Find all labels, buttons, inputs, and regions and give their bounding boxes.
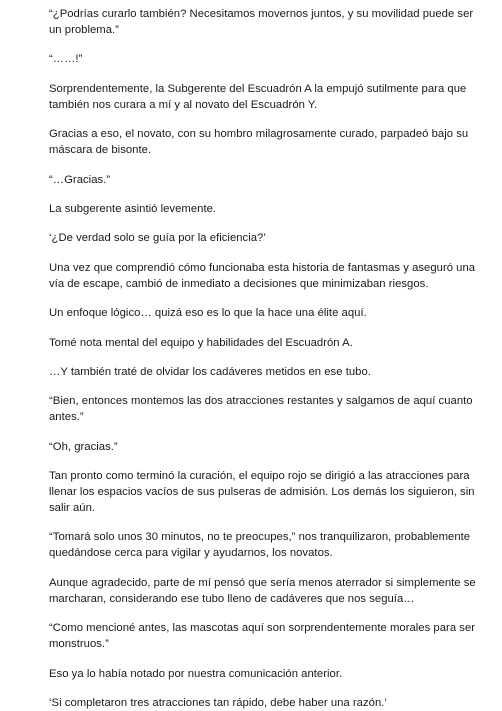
paragraph-16: Aunque agradecido, parte de mí pensó que sería menos aterrador si simplemente se marcharan, considerando ese tubo lleno de cadáveres que nos seguía… xyxy=(49,576,476,605)
paragraph-11: …Y también traté de olvidar los cadáveres metidos en ese tubo. xyxy=(49,365,371,378)
paragraph-7: ‘¿De verdad solo se guía por la eficiencia?’ xyxy=(49,232,266,245)
paragraph-13: “Oh, gracias.” xyxy=(49,440,118,453)
paragraph-6: La subgerente asintió levemente. xyxy=(49,202,217,215)
paragraph-5: “…Gracias.” xyxy=(49,173,111,186)
paragraph-8: Una vez que comprendió cómo funcionaba esta historia de fantasmas y aseguró una vía de escape, cambió de inmediato a decisiones que minimizaban riesgos. xyxy=(49,261,476,290)
paragraph-3: Sorprendentemente, la Subgerente del Escuadrón A la empujó sutilmente para que también nos curara a mí y al novato del Escuadrón Y. xyxy=(49,82,467,111)
paragraph-19: ‘Si completaron tres atracciones tan rápido, debe haber una razón.’ xyxy=(49,697,387,710)
paragraph-18: Eso ya lo había notado por nuestra comunicación anterior. xyxy=(49,667,343,680)
paragraph-17: “Como mencioné antes, las mascotas aquí son sorprendentemente morales para ser monstruos.” xyxy=(49,622,476,651)
paragraph-9: Un enfoque lógico… quizá eso es lo que la hace una élite aquí. xyxy=(49,307,367,320)
paragraph-2: “……!” xyxy=(49,53,83,66)
paragraph-10: Tomé nota mental del equipo y habilidades del Escuadrón A. xyxy=(49,336,353,349)
paragraph-4: Gracias a eso, el novato, con su hombro milagrosamente curado, parpadeó bajo su máscara de bisonte. xyxy=(49,128,469,157)
paragraph-1: “¿Podrías curarlo también? Necesitamos movernos juntos, y su movilidad puede ser un problema.” xyxy=(49,8,474,36)
paragraph-15: “Tomará solo unos 30 minutos, no te preocupes,” nos tranquilizaron, probablemente quedándose cerca para vigilar y ayudarnos, los novatos. xyxy=(49,531,471,560)
paragraph-14: Tan pronto como terminó la curación, el equipo rojo se dirigió a las atracciones para llenar los espacios vacíos de sus pulseras de admisión. Los demás los siguieron, sin salir aún. xyxy=(49,470,475,515)
paragraph-12: “Bien, entonces montemos las dos atracciones restantes y salgamos de aquí cuanto antes.” xyxy=(49,395,473,424)
